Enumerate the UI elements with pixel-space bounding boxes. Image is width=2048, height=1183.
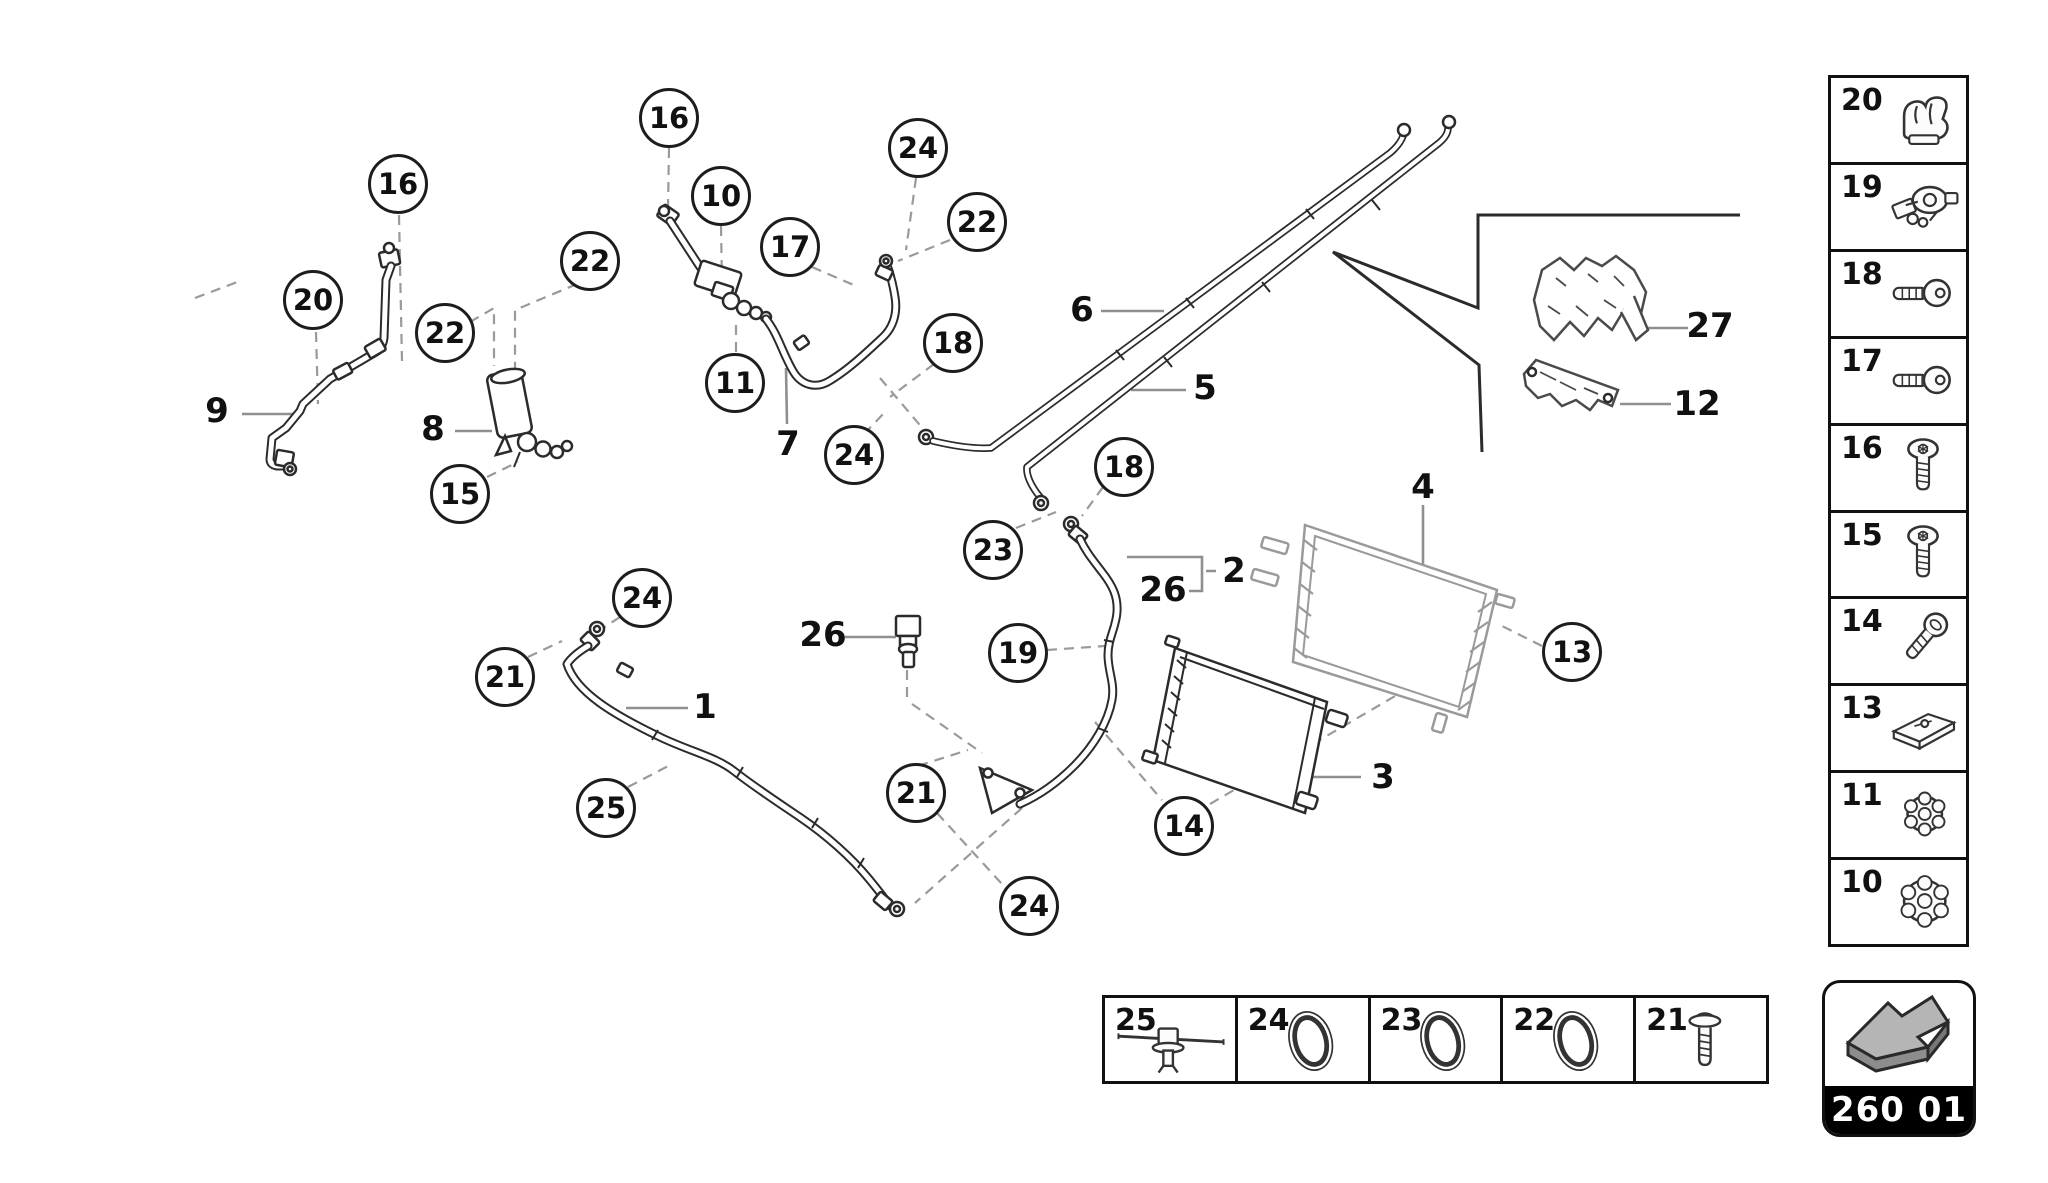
- part-label-7[interactable]: 7: [776, 424, 800, 464]
- part-label-27[interactable]: 27: [1686, 306, 1734, 346]
- legend-item-number: 22: [1513, 1003, 1556, 1038]
- sidebar-item-19[interactable]: [1831, 162, 1966, 249]
- sidebar-item-14[interactable]: [1831, 596, 1966, 683]
- o-ring-icon: [1240, 998, 1368, 1088]
- sheet-metal-clip-icon: [1880, 688, 1966, 770]
- legend-item-23[interactable]: [1368, 998, 1501, 1081]
- callout-24[interactable]: 24: [612, 568, 672, 628]
- pipes-5-6-art: [919, 116, 1455, 510]
- part-label-26[interactable]: 26: [1139, 570, 1187, 610]
- section-code: 260 01: [1825, 1086, 1973, 1134]
- flange-screw-icon: [1638, 998, 1766, 1088]
- part-label-8[interactable]: 8: [421, 409, 445, 449]
- plastic-star-nut-icon: [1880, 862, 1966, 944]
- sidebar-item-number: 19: [1841, 169, 1883, 205]
- sidebar-item-11[interactable]: [1831, 770, 1966, 857]
- callout-24[interactable]: 24: [999, 876, 1059, 936]
- valve-8-art: [486, 366, 572, 467]
- callout-24[interactable]: 24: [888, 118, 948, 178]
- o-ring-icon: [1372, 998, 1500, 1088]
- callout-21[interactable]: 21: [475, 647, 535, 707]
- legend-item-number: 23: [1380, 1003, 1423, 1038]
- expanding-rivet-icon: [1107, 998, 1235, 1088]
- callout-18[interactable]: 18: [923, 313, 983, 373]
- part-label-4[interactable]: 4: [1411, 467, 1435, 507]
- legend-item-number: 24: [1247, 1003, 1290, 1038]
- plastic-star-nut-icon: [1880, 775, 1966, 857]
- callout-16[interactable]: 16: [639, 88, 699, 148]
- part-label-2[interactable]: 2: [1222, 551, 1246, 591]
- ball-head-bolt-icon: [1880, 601, 1966, 683]
- callout-20[interactable]: 20: [283, 270, 343, 330]
- callout-11[interactable]: 11: [705, 353, 765, 413]
- sensor-26-art: [896, 616, 920, 667]
- callout-10[interactable]: 10: [691, 166, 751, 226]
- sidebar-item-number: 11: [1841, 778, 1883, 814]
- callout-22[interactable]: 22: [415, 303, 475, 363]
- legend-item-number: 25: [1115, 1003, 1157, 1038]
- pipe-9-art: [270, 243, 400, 475]
- sidebar-item-18[interactable]: [1831, 249, 1966, 336]
- legend-item-number: 21: [1646, 1003, 1688, 1038]
- callout-21[interactable]: 21: [886, 763, 946, 823]
- pan-head-screw-icon: [1880, 341, 1966, 423]
- legend-item-21[interactable]: [1633, 998, 1766, 1081]
- sidebar-item-number: 16: [1841, 430, 1883, 466]
- o-ring-icon: [1505, 998, 1633, 1088]
- sidebar-item-16[interactable]: [1831, 423, 1966, 510]
- section-badge[interactable]: [1822, 980, 1976, 1137]
- callout-19[interactable]: 19: [988, 623, 1048, 683]
- part-label-26[interactable]: 26: [799, 615, 847, 655]
- callout-17[interactable]: 17: [760, 217, 820, 277]
- callout-25[interactable]: 25: [576, 778, 636, 838]
- callout-23[interactable]: 23: [963, 520, 1023, 580]
- legend-item-22[interactable]: [1500, 998, 1633, 1081]
- callout-22[interactable]: 22: [947, 192, 1007, 252]
- callout-18[interactable]: 18: [1094, 437, 1154, 497]
- part-label-3[interactable]: 3: [1371, 757, 1395, 797]
- bracket-27-art: [1534, 256, 1648, 340]
- part-label-9[interactable]: 9: [205, 391, 229, 431]
- part-label-1[interactable]: 1: [693, 687, 717, 727]
- sidebar-item-13[interactable]: [1831, 683, 1966, 770]
- legend-item-24[interactable]: [1235, 998, 1368, 1081]
- strip-12-art: [1524, 360, 1618, 410]
- part-label-12[interactable]: 12: [1673, 384, 1721, 424]
- torx-screw-icon: [1880, 515, 1966, 597]
- seal-legend: [1102, 995, 1769, 1084]
- part-label-5[interactable]: 5: [1193, 368, 1217, 408]
- part-label-6[interactable]: 6: [1070, 290, 1094, 330]
- torx-screw-icon: [1880, 428, 1966, 510]
- valve-assembly-icon: [1880, 167, 1966, 249]
- fastener-sidebar: [1828, 75, 1969, 947]
- hose-1-art: [567, 622, 904, 916]
- sidebar-item-17[interactable]: [1831, 336, 1966, 423]
- sidebar-item-number: 10: [1841, 865, 1883, 901]
- sidebar-item-20[interactable]: [1831, 78, 1966, 162]
- pan-head-screw-icon: [1880, 254, 1966, 336]
- callout-16[interactable]: 16: [368, 154, 428, 214]
- sidebar-item-10[interactable]: [1831, 857, 1966, 944]
- legend-item-25[interactable]: [1105, 998, 1235, 1081]
- sidebar-item-number: 18: [1841, 256, 1883, 292]
- callout-22[interactable]: 22: [560, 231, 620, 291]
- callout-13[interactable]: 13: [1542, 622, 1602, 682]
- sidebar-item-number: 13: [1841, 691, 1883, 727]
- callout-24[interactable]: 24: [824, 425, 884, 485]
- sidebar-item-number: 20: [1841, 83, 1883, 118]
- sidebar-item-number: 14: [1841, 604, 1883, 640]
- sidebar-item-15[interactable]: [1831, 510, 1966, 597]
- section-arrow-icon: [1825, 983, 1973, 1086]
- sidebar-item-number: 17: [1841, 343, 1883, 379]
- sidebar-item-number: 15: [1841, 517, 1883, 553]
- callout-15[interactable]: 15: [430, 464, 490, 524]
- callout-14[interactable]: 14: [1154, 796, 1214, 856]
- pipe-clip-icon: [1880, 80, 1966, 162]
